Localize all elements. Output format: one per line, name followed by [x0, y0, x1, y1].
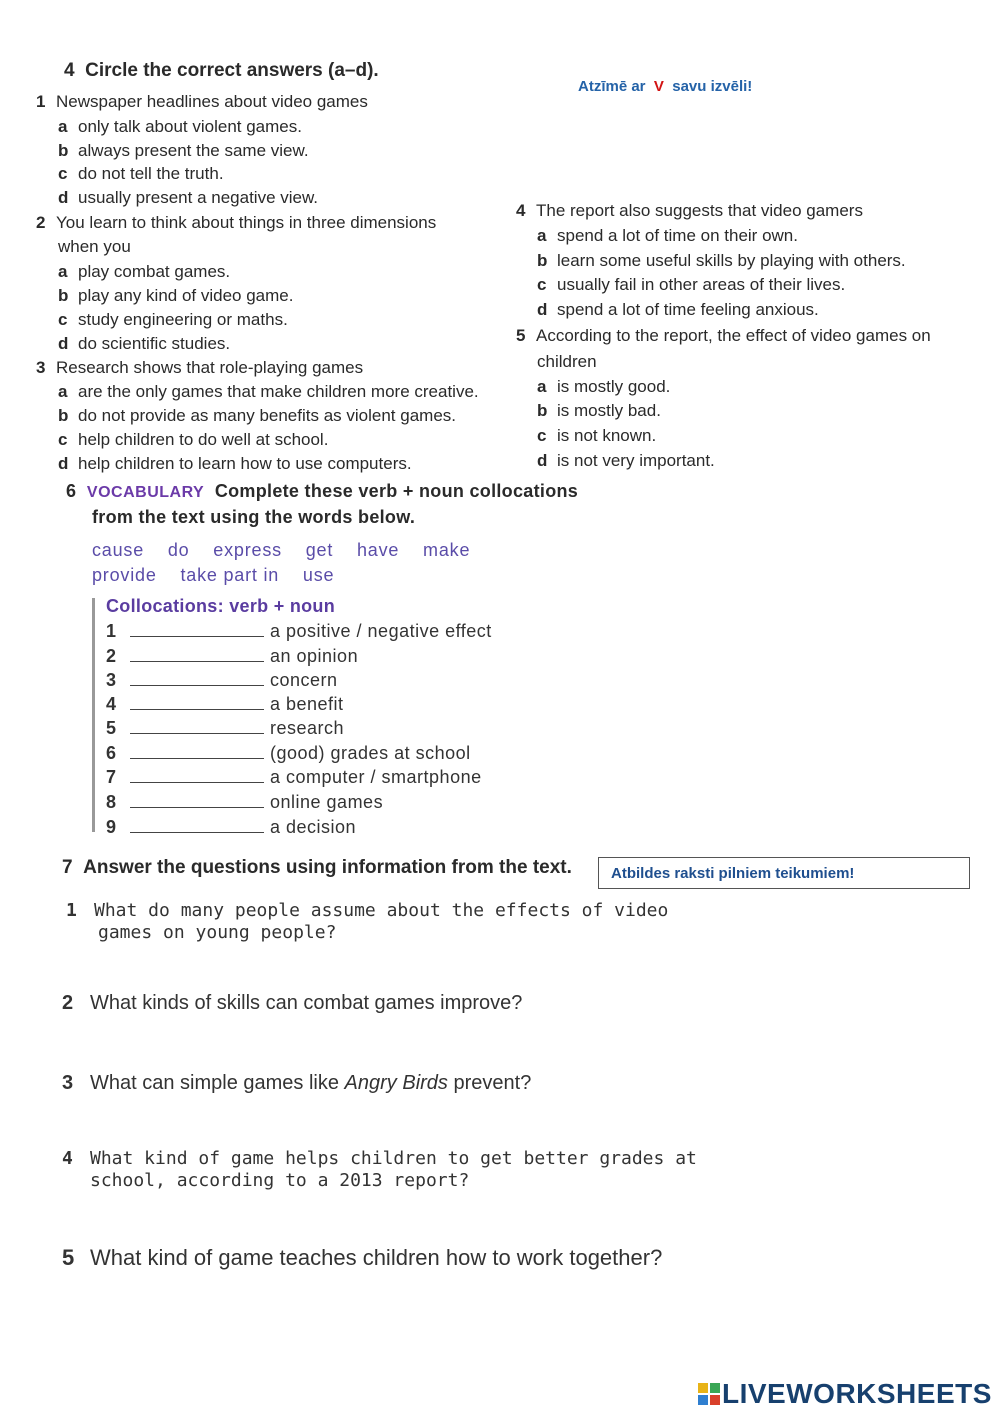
ex4-q3-option-c[interactable]: c help children to do well at school. — [58, 430, 329, 449]
liveworksheets-logo-text: LIVEWORKSHEETS — [722, 1378, 992, 1409]
ex4-q3: 3 Research shows that role-playing games — [36, 358, 364, 377]
collocation-row-7: 7 a computer / smartphone — [106, 767, 482, 787]
ex7-q4-line2: school, according to a 2013 report? — [90, 1170, 470, 1191]
ex4-q4-option-d[interactable]: d spend a lot of time feeling anxious. — [537, 300, 819, 319]
word-do: do — [167, 540, 190, 560]
ex6-number: 6 — [66, 481, 77, 501]
word-express: express — [213, 540, 282, 560]
word-have: have — [357, 540, 400, 560]
ex6-wordbank-row1 — [92, 540, 488, 561]
collocation-row-5: 5 research — [106, 718, 345, 738]
ex4-q2-option-c[interactable]: c study engineering or maths. — [58, 310, 288, 329]
ex7-q1-line2: games on young people? — [98, 922, 337, 943]
ex7-answer-4[interactable] — [90, 1198, 920, 1238]
ex4-q5-line2: children — [537, 352, 597, 371]
ex7-q3: 3 What can simple games like Angry Birds prevent? — [62, 1072, 532, 1094]
ex4-q2-line2: when you — [58, 237, 131, 256]
ex6-title-line2: from the text using the words below. — [92, 507, 416, 527]
word-make: make — [423, 540, 471, 560]
collocation-blank-2[interactable] — [130, 647, 264, 662]
word-get: get — [305, 540, 334, 560]
ex4-q1-option-c[interactable]: c do not tell the truth. — [58, 164, 224, 183]
liveworksheets-logo-icon — [698, 1383, 720, 1405]
collocation-blank-4[interactable] — [130, 695, 264, 710]
ex7-answer-5[interactable] — [92, 1280, 922, 1340]
ex4-number: 4 — [64, 60, 75, 81]
ex7-q5: 5 What kind of game teaches children how to work together? — [62, 1245, 663, 1270]
ex7-heading — [62, 857, 572, 879]
ex7-instruction-box: Atbildes raksti pilniem teikumiem! — [598, 857, 970, 889]
ex6-wordbank-row2 — [92, 565, 352, 586]
ex4-q1-option-d[interactable]: d usually present a negative view. — [58, 188, 319, 207]
ex4-q5: 5 According to the report, the effect of video games on — [516, 326, 931, 345]
collocation-row-8: 8 online games — [106, 792, 384, 812]
word-take-part-in: take part in — [180, 565, 280, 585]
collocation-blank-7[interactable] — [130, 768, 264, 783]
ex4-heading — [64, 60, 379, 82]
ex4-q2-option-a[interactable]: a play combat games. — [58, 262, 231, 281]
ex4-q4-option-c[interactable]: c usually fail in other areas of their lives. — [537, 275, 846, 294]
ex4-hint: Atzīmē ar V savu izvēli! — [578, 78, 753, 95]
collocation-row-2: 2 an opinion — [106, 646, 359, 666]
ex4-q3-option-b[interactable]: b do not provide as many benefits as violent games. — [58, 406, 456, 425]
collocation-row-1: 1 a positive / negative effect — [106, 621, 492, 641]
ex6-title-line1: Complete these verb + noun collocations — [214, 481, 579, 501]
ex4-q5-option-d[interactable]: d is not very important. — [537, 451, 715, 470]
ex4-q3-option-a[interactable]: a are the only games that make children more creative. — [58, 382, 479, 401]
ex4-q5-option-c[interactable]: c is not known. — [537, 426, 657, 445]
collocation-blank-9[interactable] — [130, 818, 264, 833]
ex4-q5-option-b[interactable]: b is mostly bad. — [537, 401, 661, 420]
ex4-q4-option-b[interactable]: b learn some useful skills by playing with others. — [537, 251, 906, 270]
collocation-blank-5[interactable] — [130, 719, 264, 734]
ex4-q1-option-a[interactable]: a only talk about violent games. — [58, 117, 302, 136]
ex6-vocabulary-label: VOCABULARY — [86, 484, 205, 501]
ex4-q4: 4 The report also suggests that video gamers — [516, 201, 863, 220]
ex4-q3-option-d[interactable]: d help children to learn how to use computers. — [58, 454, 412, 473]
ex4-q1-option-b[interactable]: b always present the same view. — [58, 141, 309, 160]
liveworksheets-logo — [698, 1378, 992, 1410]
word-use: use — [302, 565, 335, 585]
collocations-bar — [92, 598, 95, 832]
ex7-answer-1[interactable] — [98, 950, 918, 984]
collocations-title: Collocations: verb + noun — [106, 596, 336, 616]
ex4-q2-option-b[interactable]: b play any kind of video game. — [58, 286, 294, 305]
collocation-blank-1[interactable] — [130, 622, 264, 637]
ex7-q2: 2 What kinds of skills can combat games improve? — [62, 992, 523, 1014]
ex4-q1: 1 Newspaper headlines about video games — [36, 92, 368, 111]
ex6-heading — [66, 481, 578, 502]
collocation-blank-6[interactable] — [130, 744, 264, 759]
ex4-q2: 2 You learn to think about things in three dimensions — [36, 213, 437, 232]
ex7-title: Answer the questions using information from the text. — [83, 857, 572, 878]
collocation-row-9: 9 a decision — [106, 817, 357, 837]
word-cause: cause — [92, 540, 145, 560]
collocation-row-6: 6 (good) grades at school — [106, 743, 471, 763]
ex7-q1: 1 What do many people assume about the effects of video — [66, 900, 669, 921]
ex7-number: 7 — [62, 857, 73, 878]
ex7-q4: 4 What kind of game helps children to get better grades at — [62, 1148, 697, 1169]
collocation-row-3: 3 concern — [106, 670, 338, 690]
ex7-answer-2[interactable] — [88, 1024, 918, 1068]
ex4-q5-option-a[interactable]: a is mostly good. — [537, 377, 671, 396]
ex7-answer-3[interactable] — [88, 1104, 918, 1144]
ex4-q4-option-a[interactable]: a spend a lot of time on their own. — [537, 226, 798, 245]
collocation-blank-8[interactable] — [130, 793, 264, 808]
ex4-q2-option-d[interactable]: d do scientific studies. — [58, 334, 231, 353]
collocation-blank-3[interactable] — [130, 671, 264, 686]
word-provide: provide — [92, 565, 157, 585]
collocation-row-4: 4 a benefit — [106, 694, 344, 714]
ex4-title: Circle the correct answers (a–d). — [85, 60, 379, 81]
